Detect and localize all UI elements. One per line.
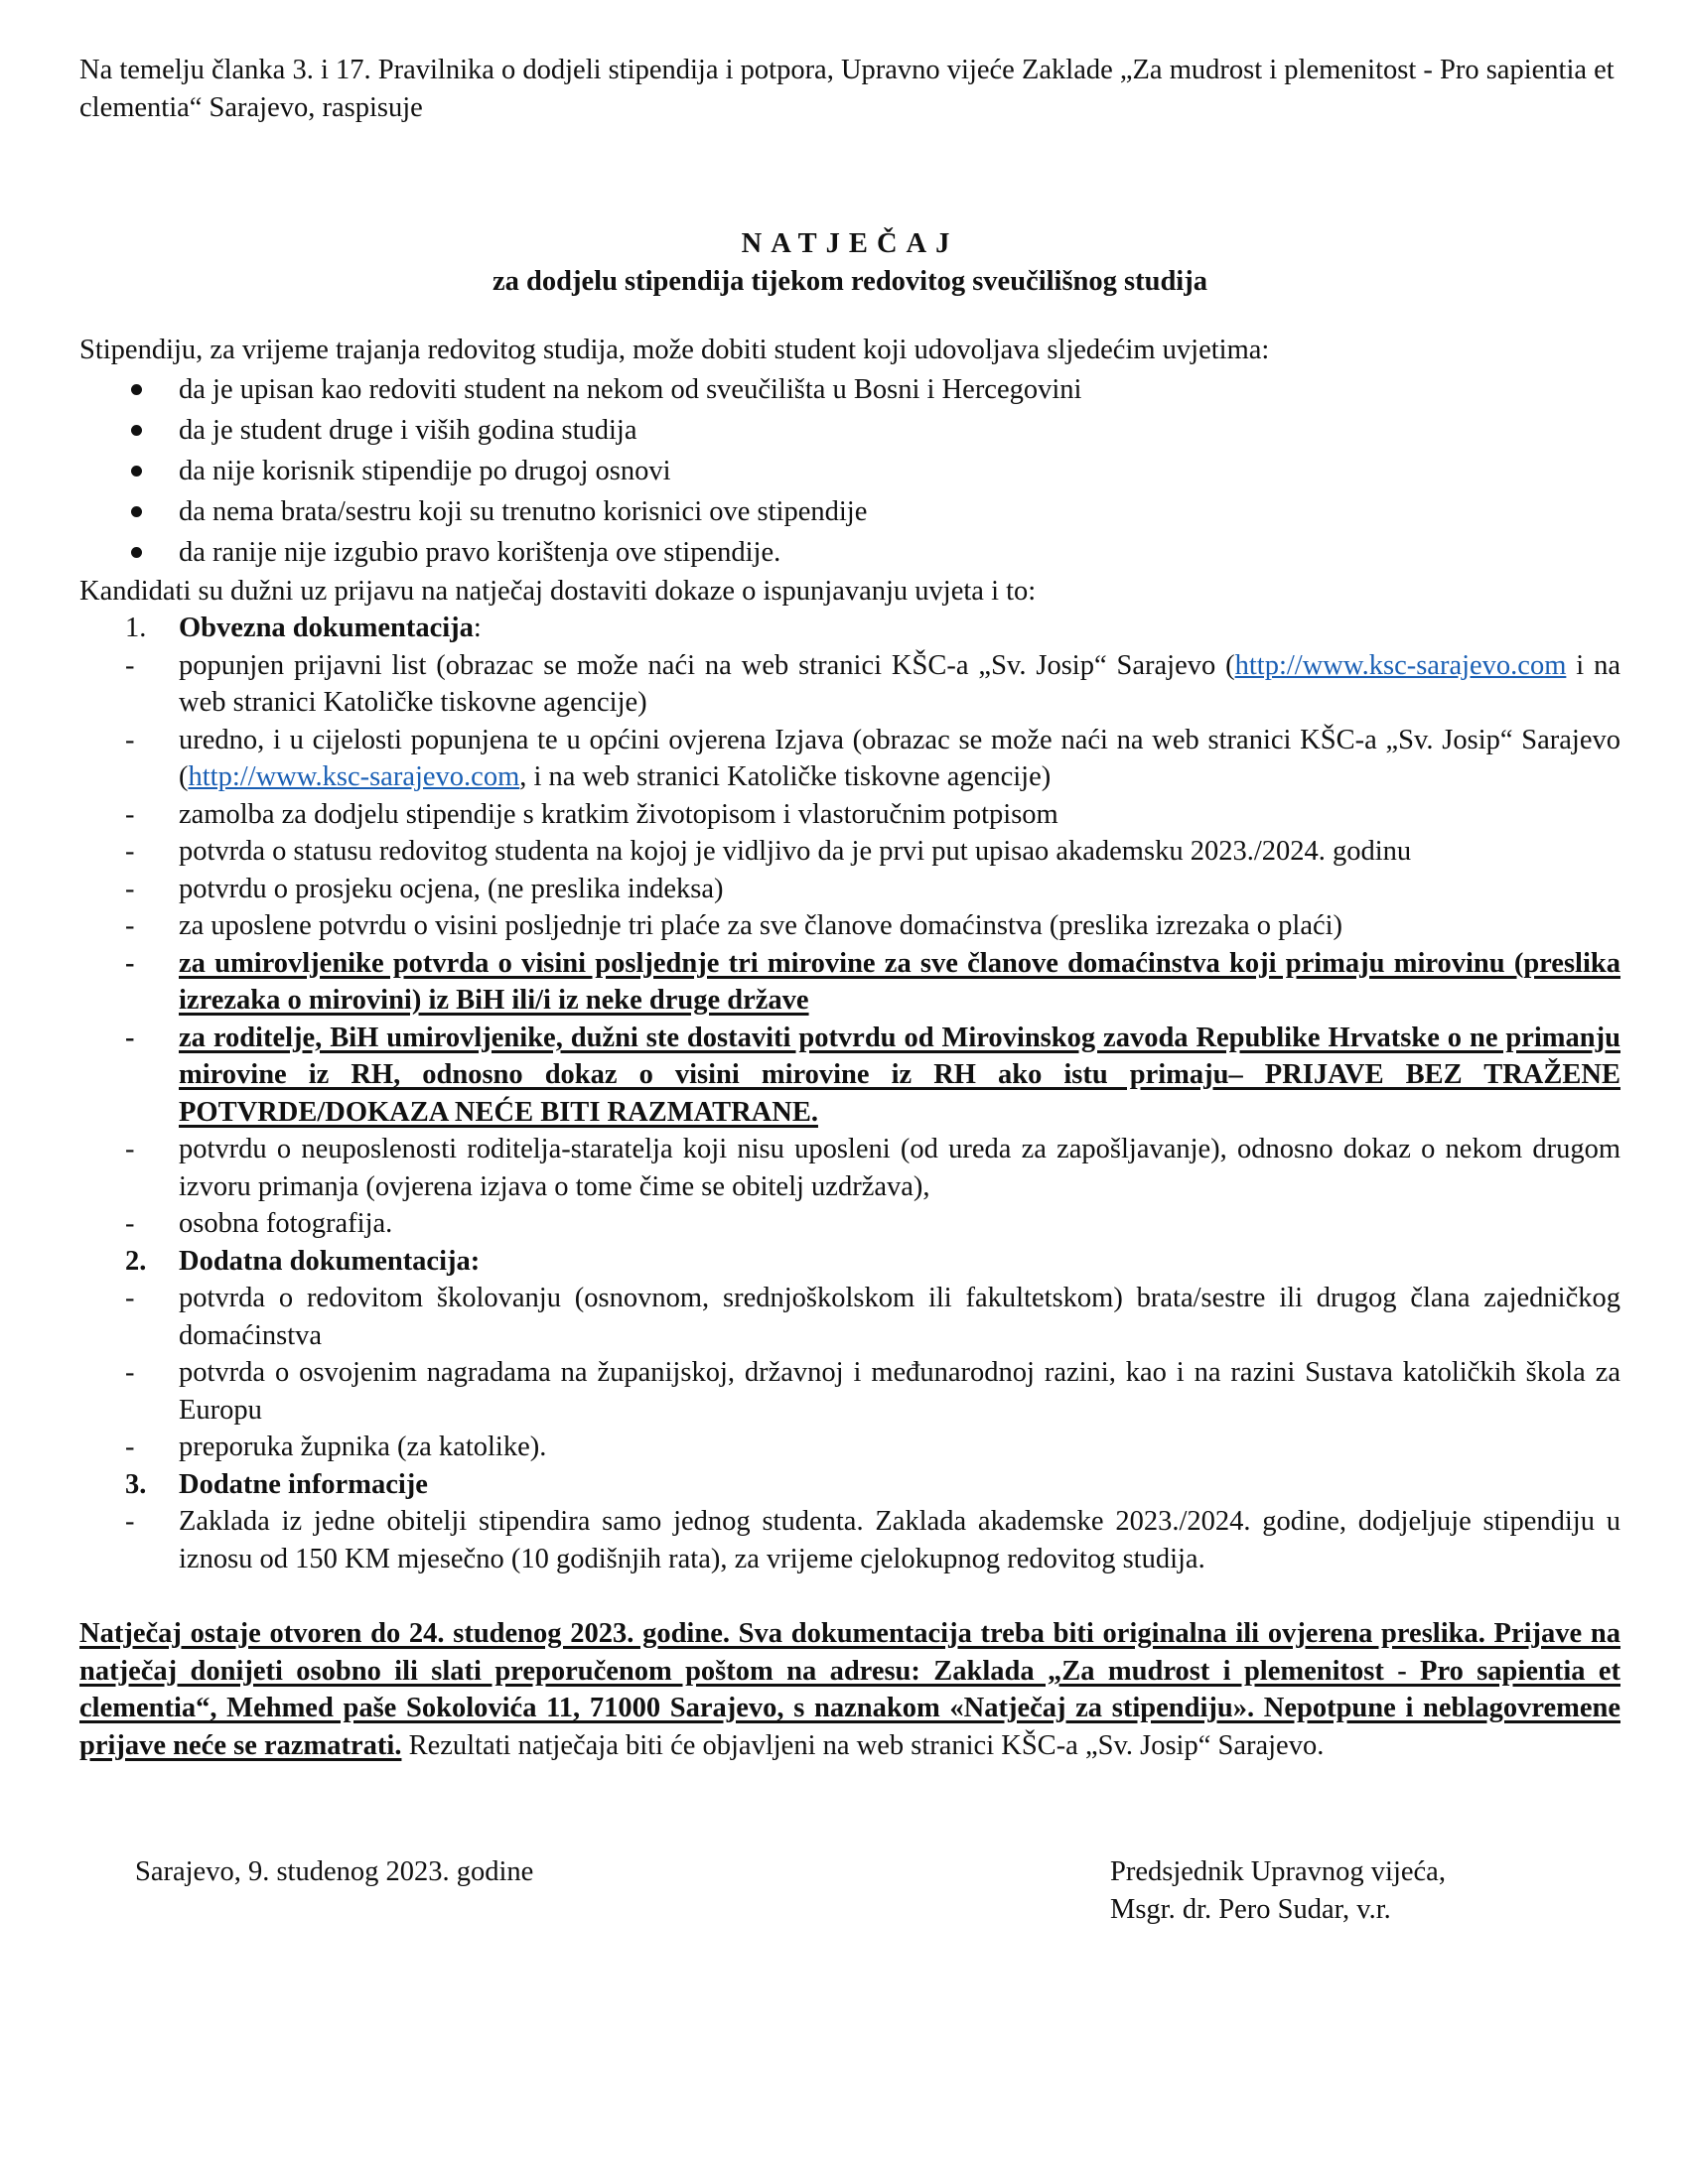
- condition-item: da je upisan kao redoviti student na nekom od sveučilišta u Bosni i Hercegovini: [79, 369, 1620, 410]
- list-item: - potvrda o osvojenim nagradama na županijskoj, državnoj i međunarodnoj razini, kao i na razini Sustava katoličkih škola za Europu: [79, 1354, 1620, 1429]
- dash-icon: -: [125, 1432, 135, 1462]
- list-item: - osobna fotografija.: [79, 1205, 1620, 1243]
- list-item-emphasized: - za roditelje, BiH umirovljenike, dužni ste dostaviti potvrdu od Mirovinskog zavoda Republike Hrvatske o ne primanju mirovine iz RH, odnosno dokaz o visini mirovine iz RH ako istu primaju– PRIJAVE BEZ TRAŽENE POTVRDE/DOKAZA NEĆE BITI RAZMATRANE.: [79, 1020, 1620, 1132]
- list-item: - potvrdu o neuposlenosti roditelja-staratelja koji nisu uposleni (od ureda za zapošljavanje), odnosno dokaz o nekom drugom izvoru primanja (ovjerena izjava o tome čime se obitelj uzdržava),: [79, 1131, 1620, 1205]
- dash-icon: -: [125, 1022, 135, 1053]
- section-heading-additional-docs: 2. Dodatna dokumentacija:: [79, 1243, 1620, 1281]
- document-subtitle: za dodjelu stipendija tijekom redovitog sveučilišnog studija: [492, 265, 1207, 297]
- bullet-icon: [131, 547, 142, 558]
- dash-icon: -: [125, 724, 135, 755]
- list-item: - potvrdu o prosjeku ocjena, (ne preslika indeksa): [79, 871, 1620, 908]
- section-number: 2.: [125, 1245, 147, 1277]
- intro-paragraph: Na temelju članka 3. i 17. Pravilnika o dodjeli stipendija i potpora, Upravno vijeće Zaklade „Za mudrost i plemenitost - Pro sapientia et clementia“ Sarajevo, raspisuje: [79, 55, 1615, 123]
- dash-icon: -: [125, 649, 135, 681]
- dash-icon: -: [125, 1506, 135, 1537]
- signature-block: [79, 1853, 1620, 1933]
- list-item: - Zaklada iz jedne obitelji stipendira samo jednog studenta. Zaklada akademske 2023./2024. godine, dodjeljuje stipendiju u iznosu od 150 KM mjesečno (10 godišnjih rata), za vrijeme cjelokupnog redovitog studija.: [79, 1503, 1620, 1577]
- results-notice: Rezultati natječaja biti će objavljeni na web stranici KŠC-a „Sv. Josip“ Sarajevo.: [401, 1729, 1325, 1761]
- document-page: [79, 52, 1620, 1933]
- list-item: - za uposlene potvrdu o visini posljednje tri plaće za sve članove domaćinstva (preslika izrezaka o plaći): [79, 907, 1620, 945]
- dash-icon: -: [125, 1134, 135, 1164]
- deadline-notice: Natječaj ostaje otvoren do 24. studenog 2023. godine. Sva dokumentacija treba biti originalna ili ovjerena preslika. Prijave na natječaj donijeti osobno ili slati preporučenom poštom na adresu: Zaklada „Za mudrost i plemenitost - Pro sapientia et clementia“, Mehmed paše Sokolovića 11, 71000 Sarajevo, s naznakom «Natječaj za stipendiju». Nepotpune i neblagovremene prijave neće se razmatrati.: [79, 1618, 1620, 1761]
- list-item: - uredno, i u cijelosti popunjena te u općini ovjerena Izjava (obrazac se može naći na web stranici KŠC-a „Sv. Josip“ Sarajevo (http://www.ksc-sarajevo.com, i na web stranici Katoličke tiskovne agencije): [79, 722, 1620, 796]
- section-number: 1.: [125, 613, 147, 643]
- dash-icon: -: [125, 873, 135, 904]
- bullet-icon: [131, 466, 142, 477]
- condition-item: da nije korisnik stipendije po drugoj osnovi: [79, 451, 1620, 491]
- signatory-role: Predsjednik Upravnog vijeća,: [1110, 1856, 1446, 1887]
- list-item: - popunjen prijavni list (obrazac se može naći na web stranici KŠC-a „Sv. Josip“ Sarajevo (http://www.ksc-sarajevo.com i na web stranici Katoličke tiskovne agencije): [79, 647, 1620, 722]
- condition-item: da je student druge i viših godina studija: [79, 410, 1620, 451]
- condition-item: da ranije nije izgubio pravo korištenja ove stipendije.: [79, 532, 1620, 573]
- ksc-website-link[interactable]: http://www.ksc-sarajevo.com: [188, 761, 520, 792]
- signatory-name: Msgr. dr. Pero Sudar, v.r.: [1110, 1893, 1391, 1925]
- conditions-lead: Stipendiju, za vrijeme trajanja redovitog studija, može dobiti student koji udovoljava sljedećim uvjetima:: [79, 335, 1270, 365]
- dash-icon: -: [125, 836, 135, 867]
- signatory: [1110, 1853, 1446, 1928]
- dash-icon: -: [125, 1357, 135, 1388]
- list-item: - potvrda o statusu redovitog studenta na kojoj je vidljivo da je prvi put upisao akademsku 2023./2024. godinu: [79, 833, 1620, 871]
- dash-icon: -: [125, 947, 135, 979]
- section-heading-additional-info: 3. Dodatne informacije: [79, 1466, 1620, 1504]
- condition-item: da nema brata/sestru koji su trenutno korisnici ove stipendije: [79, 491, 1620, 532]
- list-item: - potvrda o redovitom školovanju (osnovnom, srednjoškolskom ili fakultetskom) brata/sestre ili drugog člana zajedničkog domaćinstva: [79, 1280, 1620, 1354]
- dash-icon: -: [125, 798, 135, 830]
- title-block: [79, 225, 1620, 300]
- documents-lead: Kandidati su dužni uz prijavu na natječaj dostaviti dokaze o ispunjavanju uvjeta i to:: [79, 575, 1037, 607]
- section-heading-mandatory-docs: 1. Obvezna dokumentacija:: [79, 610, 1620, 647]
- dash-icon: -: [125, 1283, 135, 1313]
- bullet-icon: [131, 384, 142, 395]
- place-date: Sarajevo, 9. studenog 2023. godine: [135, 1856, 534, 1887]
- section-number: 3.: [125, 1468, 147, 1500]
- document-title: NATJEČAJ: [741, 228, 959, 259]
- dash-icon: -: [125, 1208, 135, 1239]
- list-item-emphasized: - za umirovljenike potvrda o visini posljednje tri mirovine za sve članove domaćinstva koji primaju mirovinu (preslika izrezaka o mirovini) iz BiH ili/i iz neke druge države: [79, 945, 1620, 1020]
- list-item: - zamolba za dodjelu stipendije s kratkim životopisom i vlastoručnim potpisom: [79, 796, 1620, 834]
- list-item: - preporuka župnika (za katolike).: [79, 1429, 1620, 1466]
- bullet-icon: [131, 506, 142, 517]
- conditions-list: [79, 369, 1620, 573]
- bullet-icon: [131, 425, 142, 436]
- dash-icon: -: [125, 910, 135, 941]
- closing-paragraph: [79, 1615, 1620, 1764]
- ksc-website-link[interactable]: http://www.ksc-sarajevo.com: [1234, 649, 1567, 681]
